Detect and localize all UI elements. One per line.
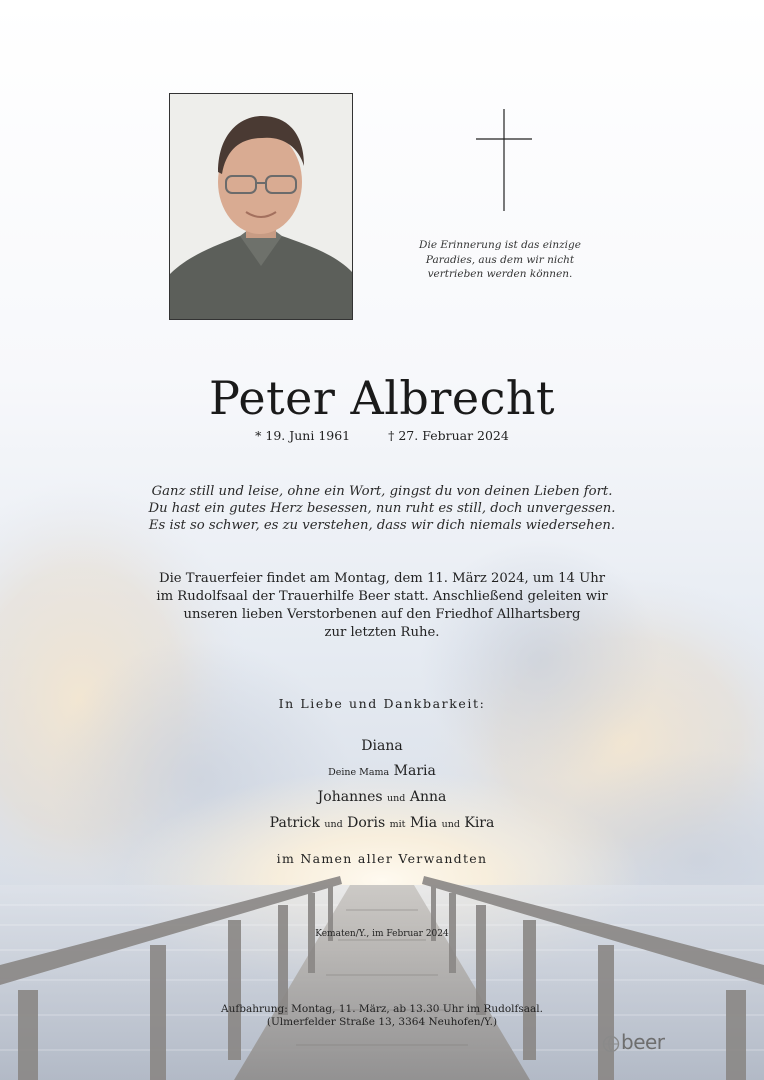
beer-logo bbox=[602, 1032, 672, 1058]
verse-line: Du hast ein gutes Herz besessen, nun ruht es still, doch unvergessen. bbox=[148, 501, 616, 516]
viewing-info bbox=[0, 1003, 764, 1029]
viewing-address: (Ulmerfelder Straße 13, 3364 Neuhofen/Y.) bbox=[266, 1016, 498, 1028]
relatives-line: im Namen aller Verwandten bbox=[276, 851, 488, 866]
funeral-line: unseren lieben Verstorbenen auf den Friedhof Allhartsberg bbox=[183, 607, 581, 622]
conjunction: und bbox=[387, 793, 406, 804]
family-member: Kira bbox=[464, 815, 495, 831]
family-member: Patrick bbox=[269, 815, 320, 831]
beer-logo-icon bbox=[602, 1033, 620, 1055]
epigraph-quote: Die Erinnerung ist das einzige Paradies, aus dem wir nicht vertrieben werden können. bbox=[419, 239, 581, 280]
verse-line: Ganz still und leise, ohne ein Wort, gingst du von deinen Lieben fort. bbox=[151, 484, 613, 499]
family-member: Anna bbox=[409, 789, 447, 805]
thanks-heading: In Liebe und Dankbarkeit: bbox=[278, 696, 486, 711]
funeral-line: Die Trauerfeier findet am Montag, dem 11. März 2024, um 14 Uhr bbox=[159, 571, 605, 586]
memorial-verse bbox=[0, 483, 764, 534]
verse-line: Es ist so schwer, es zu verstehen, dass wir dich niemals wiedersehen. bbox=[148, 518, 616, 533]
family-line bbox=[0, 785, 764, 811]
life-dates bbox=[0, 428, 764, 443]
portrait-photo bbox=[169, 93, 353, 320]
family-list bbox=[0, 734, 764, 837]
family-member: Doris bbox=[347, 815, 386, 831]
death-date: † 27. Februar 2024 bbox=[388, 428, 509, 443]
relation-label: Deine Mama bbox=[328, 767, 390, 778]
funeral-line: im Rudolfsaal der Trauerhilfe Beer statt. Anschließend geleiten wir bbox=[156, 589, 608, 604]
family-line bbox=[0, 734, 764, 759]
logo-text: beer bbox=[621, 1030, 665, 1054]
conjunction: mit bbox=[389, 819, 406, 830]
conjunction: und bbox=[324, 819, 343, 830]
family-line bbox=[0, 759, 764, 785]
family-member: Johannes bbox=[317, 789, 383, 805]
funeral-notice bbox=[0, 570, 764, 642]
conjunction: und bbox=[441, 819, 460, 830]
viewing-line: Aufbahrung: Montag, 11. März, ab 13.30 Uhr im Rudolfsaal. bbox=[221, 1003, 543, 1015]
family-line bbox=[0, 811, 764, 837]
birth-date: * 19. Juni 1961 bbox=[255, 428, 351, 443]
cross-icon bbox=[476, 109, 532, 211]
family-member: Mia bbox=[409, 815, 438, 831]
deceased-name: Peter Albrecht bbox=[209, 371, 555, 425]
place-date: Kematen/Y., im Februar 2024 bbox=[315, 929, 449, 939]
family-member: Maria bbox=[393, 763, 436, 779]
funeral-line: zur letzten Ruhe. bbox=[324, 625, 440, 640]
family-member: Diana bbox=[361, 738, 403, 754]
